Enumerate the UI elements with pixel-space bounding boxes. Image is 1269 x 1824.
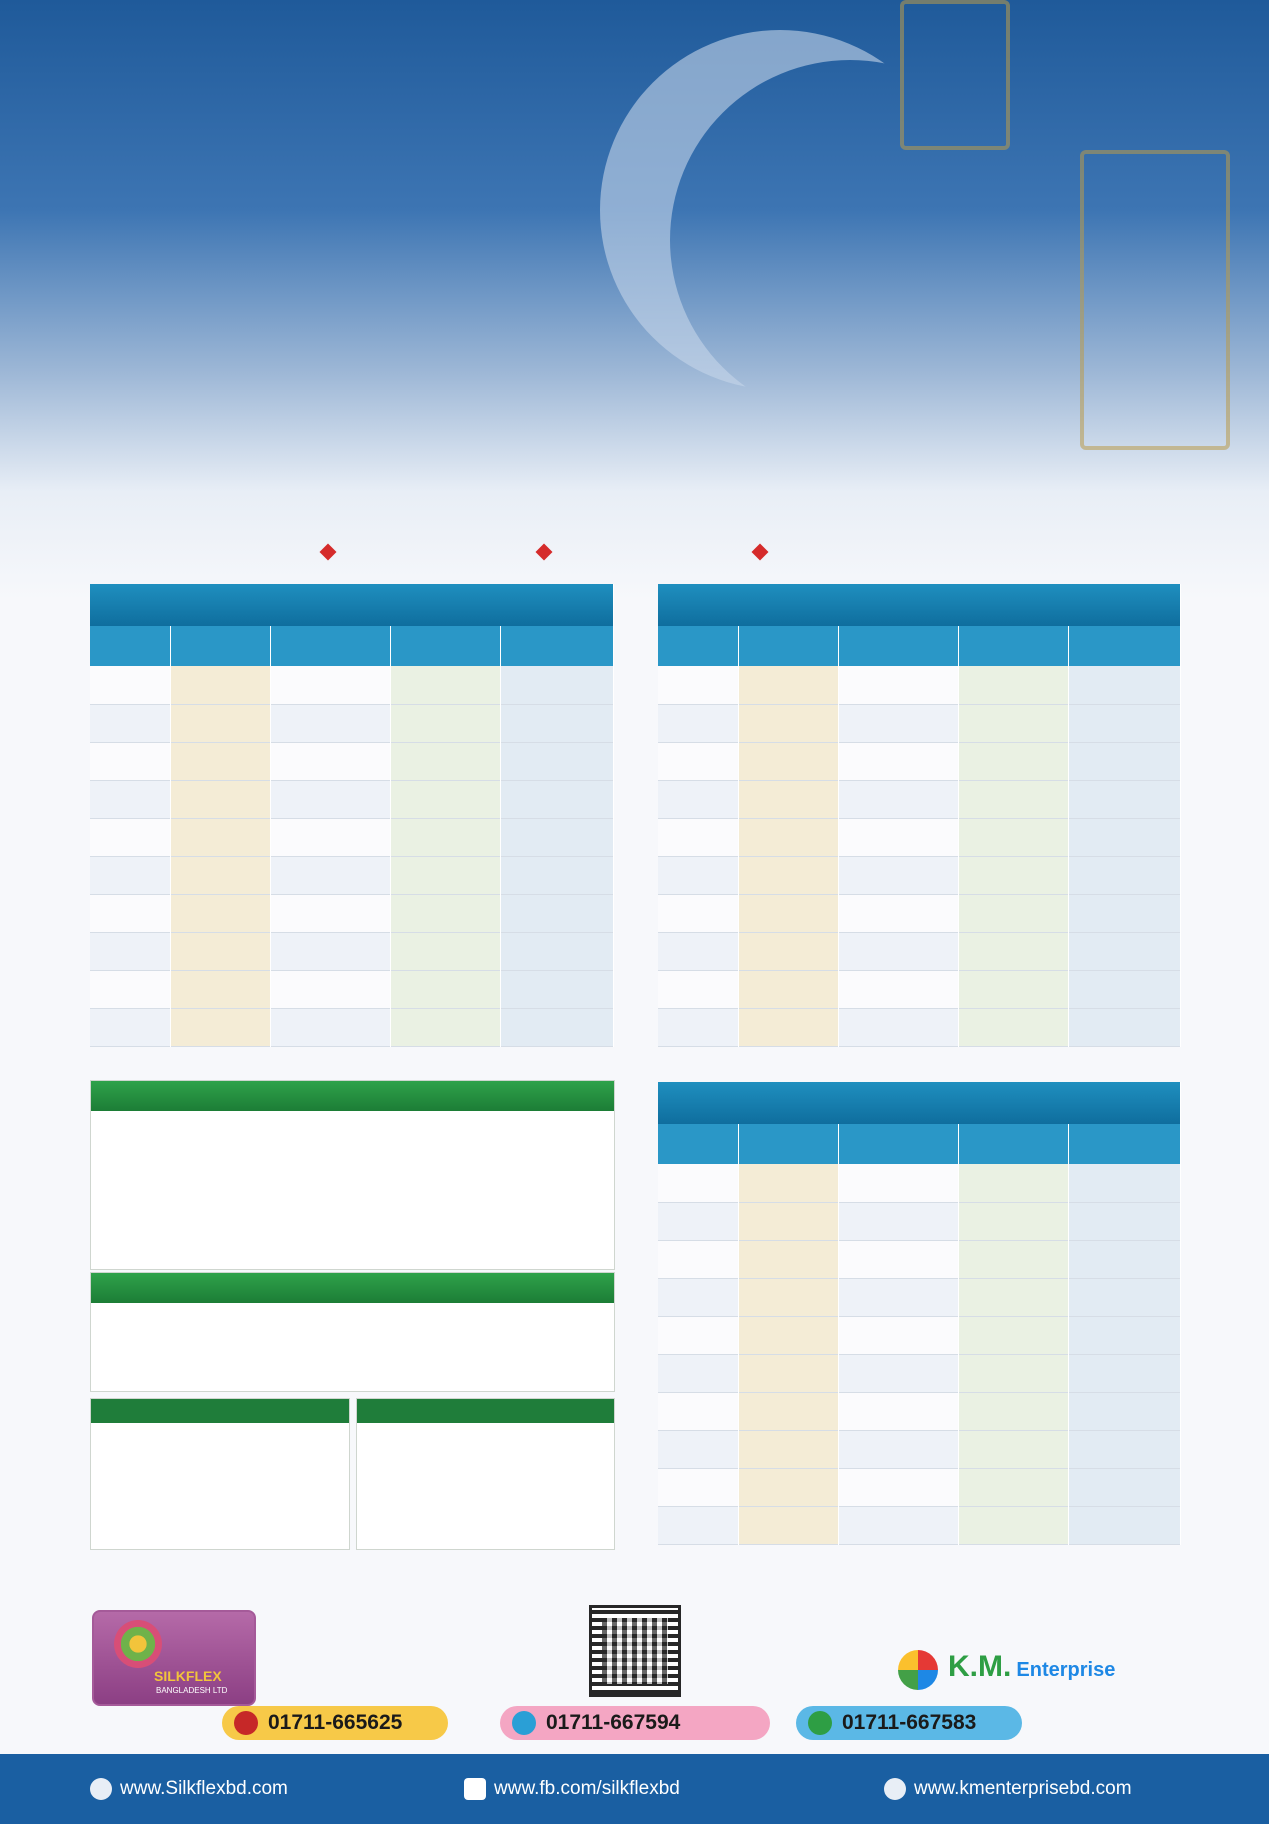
cell [1068, 1468, 1180, 1506]
cell [1068, 818, 1180, 856]
cell [838, 1316, 958, 1354]
cell [838, 1430, 958, 1468]
list-item [99, 1455, 341, 1469]
cell [500, 780, 613, 818]
cell [658, 1468, 738, 1506]
cell [658, 742, 738, 780]
phone-number: 01711-665625 [268, 1711, 403, 1734]
silkflex-name: SILKFLEX [154, 1668, 222, 1684]
silkflex-logo [92, 1610, 256, 1706]
table-row [90, 1008, 613, 1046]
cell [838, 666, 958, 704]
cell [500, 856, 613, 894]
table-row [658, 1468, 1180, 1506]
hero-banner [0, 0, 1269, 600]
phone-icon [512, 1711, 536, 1735]
table-row [658, 932, 1180, 970]
globe-icon [90, 1778, 112, 1800]
table-row [658, 1278, 1180, 1316]
list-item [365, 1497, 606, 1511]
cell [838, 1164, 958, 1202]
gregorian-year [778, 537, 958, 567]
panel-text [91, 1303, 614, 1315]
cell [1068, 970, 1180, 1008]
cell [1068, 1202, 1180, 1240]
cell [270, 742, 390, 780]
table-row [658, 780, 1180, 818]
cell [958, 666, 1068, 704]
cell [90, 894, 170, 932]
cell [500, 704, 613, 742]
table-row [658, 1008, 1180, 1046]
cell [838, 1278, 958, 1316]
cell [1068, 1278, 1180, 1316]
cell [738, 1468, 838, 1506]
cell [170, 818, 270, 856]
diamond-icon [320, 544, 337, 561]
table-row [658, 704, 1180, 742]
bangla-year [562, 537, 742, 567]
link-text: www.fb.com/silkflexbd [494, 1778, 680, 1799]
cell [270, 1008, 390, 1046]
cell [838, 894, 958, 932]
table-row [90, 818, 613, 856]
cell [838, 1392, 958, 1430]
col-ramadan [658, 626, 738, 666]
km-name: K.M. [948, 1650, 1012, 1683]
cell [958, 1008, 1068, 1046]
cell [1068, 1392, 1180, 1430]
col-day [838, 626, 958, 666]
table-row [658, 1240, 1180, 1278]
lantern-icon [900, 0, 1010, 150]
table-row [90, 704, 613, 742]
cell [1068, 1506, 1180, 1544]
cell [958, 1354, 1068, 1392]
magfirat-table [658, 584, 1181, 1047]
list-item [99, 1469, 341, 1483]
cell [738, 970, 838, 1008]
cell [270, 932, 390, 970]
cell [500, 742, 613, 780]
time-add-table [90, 1398, 350, 1550]
cell [390, 742, 500, 780]
col-ramadan [658, 1124, 738, 1164]
table-row [658, 894, 1180, 932]
col-sehri [958, 626, 1068, 666]
km-wordmark [948, 1650, 1168, 1690]
link-text: www.kmenterprisebd.com [914, 1778, 1132, 1799]
table-caption [658, 1082, 1180, 1124]
cell [1068, 856, 1180, 894]
cell [270, 970, 390, 1008]
cell [500, 818, 613, 856]
list-item [99, 1525, 341, 1539]
cell [738, 1278, 838, 1316]
cell [658, 1316, 738, 1354]
cell [958, 1278, 1068, 1316]
cell [838, 1506, 958, 1544]
cell [90, 1008, 170, 1046]
cell [170, 704, 270, 742]
cell [738, 818, 838, 856]
cell [658, 1240, 738, 1278]
km-sub: Enterprise [1016, 1659, 1116, 1681]
phone-icon [234, 1711, 258, 1735]
table-caption [658, 584, 1180, 626]
phone-number: 01711-667583 [842, 1711, 977, 1734]
cell [958, 704, 1068, 742]
cell [738, 932, 838, 970]
diamond-icon [752, 544, 769, 561]
hijri-year [346, 537, 526, 567]
cell [270, 856, 390, 894]
cell [90, 666, 170, 704]
mahe-ramadan-title [640, 110, 880, 260]
cell [738, 666, 838, 704]
cell [958, 894, 1068, 932]
cell [170, 780, 270, 818]
list-item [99, 1497, 341, 1511]
cell [838, 704, 958, 742]
table-row [658, 1392, 1180, 1430]
table-row [658, 818, 1180, 856]
facebook-link[interactable] [464, 1774, 680, 1804]
cell [738, 704, 838, 742]
cell [90, 970, 170, 1008]
cell [1068, 1008, 1180, 1046]
cell [958, 1316, 1068, 1354]
makruh-panel [90, 1272, 615, 1392]
col-sehri [390, 626, 500, 666]
table-row [658, 666, 1180, 704]
cell [1068, 1240, 1180, 1278]
cell [1068, 1354, 1180, 1392]
cell [958, 780, 1068, 818]
cell [170, 1008, 270, 1046]
cell [1068, 704, 1180, 742]
cell [658, 704, 738, 742]
cell [270, 704, 390, 742]
cell [170, 932, 270, 970]
list-item [365, 1455, 606, 1469]
region-subtitle [380, 378, 890, 426]
cell [838, 932, 958, 970]
facebook-icon [464, 1778, 486, 1800]
cell [738, 1354, 838, 1392]
cell [658, 856, 738, 894]
silkflex-website-link[interactable] [90, 1774, 288, 1804]
cell [170, 856, 270, 894]
quran-verse [60, 88, 480, 208]
rahmat-table [90, 584, 614, 1047]
cell [738, 1240, 838, 1278]
list-item [365, 1469, 606, 1483]
list-item [99, 1511, 341, 1525]
adj-title [357, 1399, 614, 1423]
cell [838, 780, 958, 818]
cell [738, 1164, 838, 1202]
whatsapp-icon [808, 1711, 832, 1735]
tree-icon [114, 1620, 162, 1668]
cell [1068, 666, 1180, 704]
cell [738, 894, 838, 932]
cell [738, 1008, 838, 1046]
cell [958, 1240, 1068, 1278]
col-sehri [958, 1124, 1068, 1164]
cell [170, 742, 270, 780]
cell [738, 1202, 838, 1240]
cell [90, 856, 170, 894]
list-item [365, 1511, 606, 1525]
cell [90, 818, 170, 856]
phone-badge[interactable] [796, 1706, 1022, 1740]
cell [170, 666, 270, 704]
footer-bar [0, 1754, 1269, 1824]
col-iftar [1068, 1124, 1180, 1164]
col-ramadan [90, 626, 170, 666]
cell [390, 818, 500, 856]
list-item [99, 1441, 341, 1455]
cell [958, 1430, 1068, 1468]
cell [90, 932, 170, 970]
cell [1068, 894, 1180, 932]
cell [1068, 742, 1180, 780]
cell [658, 818, 738, 856]
link-text: www.Silkflexbd.com [120, 1778, 288, 1799]
km-website-link[interactable] [884, 1774, 1132, 1804]
cell [838, 1354, 958, 1392]
phone-badge[interactable] [500, 1706, 770, 1740]
col-day [270, 626, 390, 666]
cell [390, 856, 500, 894]
cell [1068, 932, 1180, 970]
panel-title [91, 1081, 614, 1111]
cell [270, 780, 390, 818]
cell [738, 1506, 838, 1544]
cell [738, 1430, 838, 1468]
cell [658, 1430, 738, 1468]
list-item [365, 1483, 606, 1497]
cell [838, 1008, 958, 1046]
cell [270, 818, 390, 856]
cell [658, 1008, 738, 1046]
cell [390, 666, 500, 704]
phone-badge[interactable] [222, 1706, 448, 1740]
cell [838, 970, 958, 1008]
table-caption [90, 584, 613, 626]
table-row [90, 742, 613, 780]
col-month [738, 1124, 838, 1164]
cell [958, 1506, 1068, 1544]
cell [838, 742, 958, 780]
globe-icon [884, 1778, 906, 1800]
table-row [658, 1354, 1180, 1392]
cell [838, 1202, 958, 1240]
cell [958, 818, 1068, 856]
cell [390, 704, 500, 742]
adj-title [91, 1399, 349, 1423]
cell [390, 970, 500, 1008]
cell [1068, 1316, 1180, 1354]
cell [390, 1008, 500, 1046]
cell [838, 818, 958, 856]
table-row [90, 780, 613, 818]
cell [390, 780, 500, 818]
cell [958, 1392, 1068, 1430]
qr-code-icon[interactable] [592, 1608, 678, 1694]
cell [658, 1354, 738, 1392]
cell [958, 1164, 1068, 1202]
cell [500, 1008, 613, 1046]
table-row [658, 1430, 1180, 1468]
cell [738, 1316, 838, 1354]
schedule-title [270, 430, 1010, 522]
cell [500, 970, 613, 1008]
lantern-icon [1080, 150, 1230, 450]
cell [500, 894, 613, 932]
panel-title [91, 1273, 614, 1303]
moon-sighting-note [1186, 1250, 1204, 1560]
cell [170, 894, 270, 932]
cell [838, 1240, 958, 1278]
cell [658, 970, 738, 1008]
km-mark-icon [898, 1650, 938, 1690]
cell [1068, 780, 1180, 818]
table-row [90, 666, 613, 704]
list-item [365, 1441, 606, 1455]
cell [658, 1164, 738, 1202]
table-row [658, 742, 1180, 780]
cell [838, 856, 958, 894]
cell [90, 742, 170, 780]
cell [658, 1506, 738, 1544]
cell [658, 666, 738, 704]
cell [838, 1468, 958, 1506]
cell [390, 932, 500, 970]
cell [1068, 1430, 1180, 1468]
cell [270, 666, 390, 704]
cell [958, 1202, 1068, 1240]
table-row [658, 856, 1180, 894]
cell [738, 856, 838, 894]
col-iftar [500, 626, 613, 666]
col-month [170, 626, 270, 666]
table-row [90, 970, 613, 1008]
list-item [99, 1483, 341, 1497]
cell [738, 742, 838, 780]
diamond-icon [536, 544, 553, 561]
cell [170, 970, 270, 1008]
col-iftar [1068, 626, 1180, 666]
table-row [658, 1316, 1180, 1354]
cell [658, 1202, 738, 1240]
cell [500, 932, 613, 970]
cell [958, 970, 1068, 1008]
table-row [658, 1506, 1180, 1544]
table-row [90, 856, 613, 894]
cell [90, 780, 170, 818]
cell [958, 742, 1068, 780]
cell [658, 932, 738, 970]
cell [958, 856, 1068, 894]
cell [958, 1468, 1068, 1506]
km-enterprise-logo [898, 1646, 1178, 1696]
cell [738, 1392, 838, 1430]
col-month [738, 626, 838, 666]
cell [658, 894, 738, 932]
list-item [365, 1525, 606, 1539]
cell [658, 780, 738, 818]
table-row [90, 932, 613, 970]
phone-number: 01711-667594 [546, 1711, 681, 1734]
cell [738, 780, 838, 818]
col-day [838, 1124, 958, 1164]
time-subtract-table [356, 1398, 615, 1550]
table-row [658, 970, 1180, 1008]
cell [390, 894, 500, 932]
cell [658, 1392, 738, 1430]
cell [1068, 1164, 1180, 1202]
silkflex-sub: BANGLADESH LTD [156, 1686, 228, 1695]
najat-table [658, 1082, 1181, 1545]
table-row [90, 894, 613, 932]
panel-text [91, 1111, 614, 1123]
cell [270, 894, 390, 932]
cell [658, 1278, 738, 1316]
cell [958, 932, 1068, 970]
cell [500, 666, 613, 704]
calendar-years [290, 530, 990, 574]
list-item [99, 1427, 341, 1441]
cell [90, 704, 170, 742]
roza-break-panel [90, 1080, 615, 1270]
table-row [658, 1202, 1180, 1240]
list-item [365, 1427, 606, 1441]
table-row [658, 1164, 1180, 1202]
